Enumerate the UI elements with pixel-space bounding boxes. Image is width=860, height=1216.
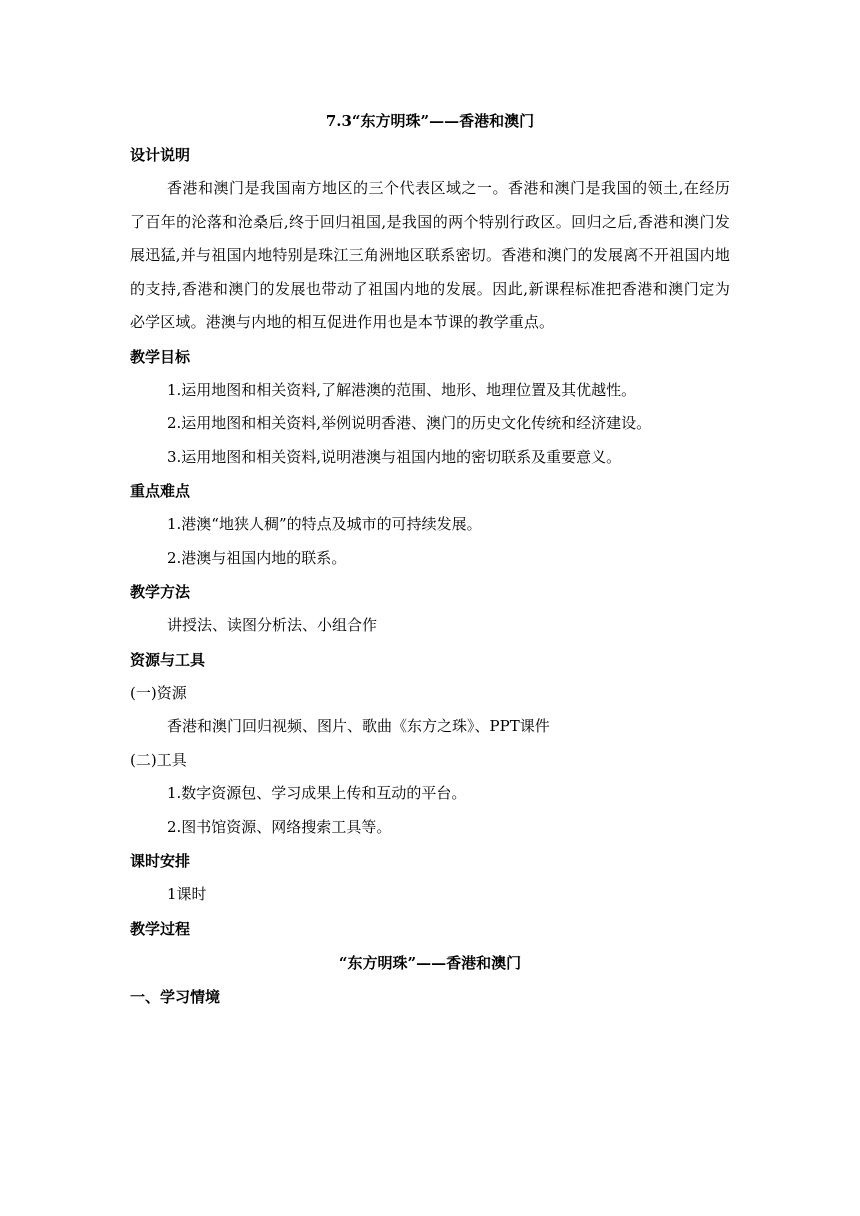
tools-item-1: 1.数字资源包、学习成果上传和互动的平台。 xyxy=(167,784,467,802)
heading-design-notes: 设计说明 xyxy=(130,146,191,164)
design-notes-paragraph: 香港和澳门是我国南方地区的三个代表区域之一。香港和澳门是我国的领土,在经历了百年的沦落和沧桑后,终于回归祖国,是我国的两个特别行政区。回归之后,香港和澳门发展迅猛,并与祖国内地特别是珠江三角洲地区联系密切。香港和澳门的发展离不开祖国内地的支持,香港和澳门的发展也带动了祖国内地的发展。因此,新课程标准把香港和澳门定为必学区域。港澳与内地的相互促进作用也是本节课的教学重点。 xyxy=(130,179,730,331)
heading-resources-tools: 资源与工具 xyxy=(130,650,206,669)
goal-item-2: 2.运用地图和相关资料,举例说明香港、澳门的历史文化传统和经济建设。 xyxy=(167,414,652,432)
tools-item-2: 2.图书馆资源、网络搜索工具等。 xyxy=(167,817,392,836)
heading-teaching-methods: 教学方法 xyxy=(130,583,191,601)
key-point-item-2: 2.港澳与祖国内地的联系。 xyxy=(167,548,347,567)
heading-teaching-process: 教学过程 xyxy=(130,919,191,938)
goal-item-3: 3.运用地图和相关资料,说明港澳与祖国内地的密切联系及重要意义。 xyxy=(167,447,622,466)
document-page xyxy=(130,104,730,1014)
process-subtitle: “东方明珠”——香港和澳门 xyxy=(338,953,522,972)
heading-schedule: 课时安排 xyxy=(130,852,191,870)
document-title: 7.3“东方明珠”——香港和澳门 xyxy=(325,112,535,130)
schedule-text: 1课时 xyxy=(167,885,207,903)
heading-teaching-goals: 教学目标 xyxy=(130,347,191,366)
key-point-item-1: 1.港澳“地狭人稠”的特点及城市的可持续发展。 xyxy=(167,515,482,533)
goal-item-1: 1.运用地图和相关资料,了解港澳的范围、地形、地理位置及其优越性。 xyxy=(167,380,637,399)
tools-sub-label: (二)工具 xyxy=(130,750,187,769)
resources-sub-label: (一)资源 xyxy=(130,683,187,702)
heading-key-points: 重点难点 xyxy=(130,482,191,500)
heading-learning-context: 一、学习情境 xyxy=(130,987,221,1006)
teaching-methods-text: 讲授法、读图分析法、小组合作 xyxy=(167,616,378,634)
resources-text: 香港和澳门回归视频、图片、歌曲《东方之珠》、PPT课件 xyxy=(167,717,550,735)
